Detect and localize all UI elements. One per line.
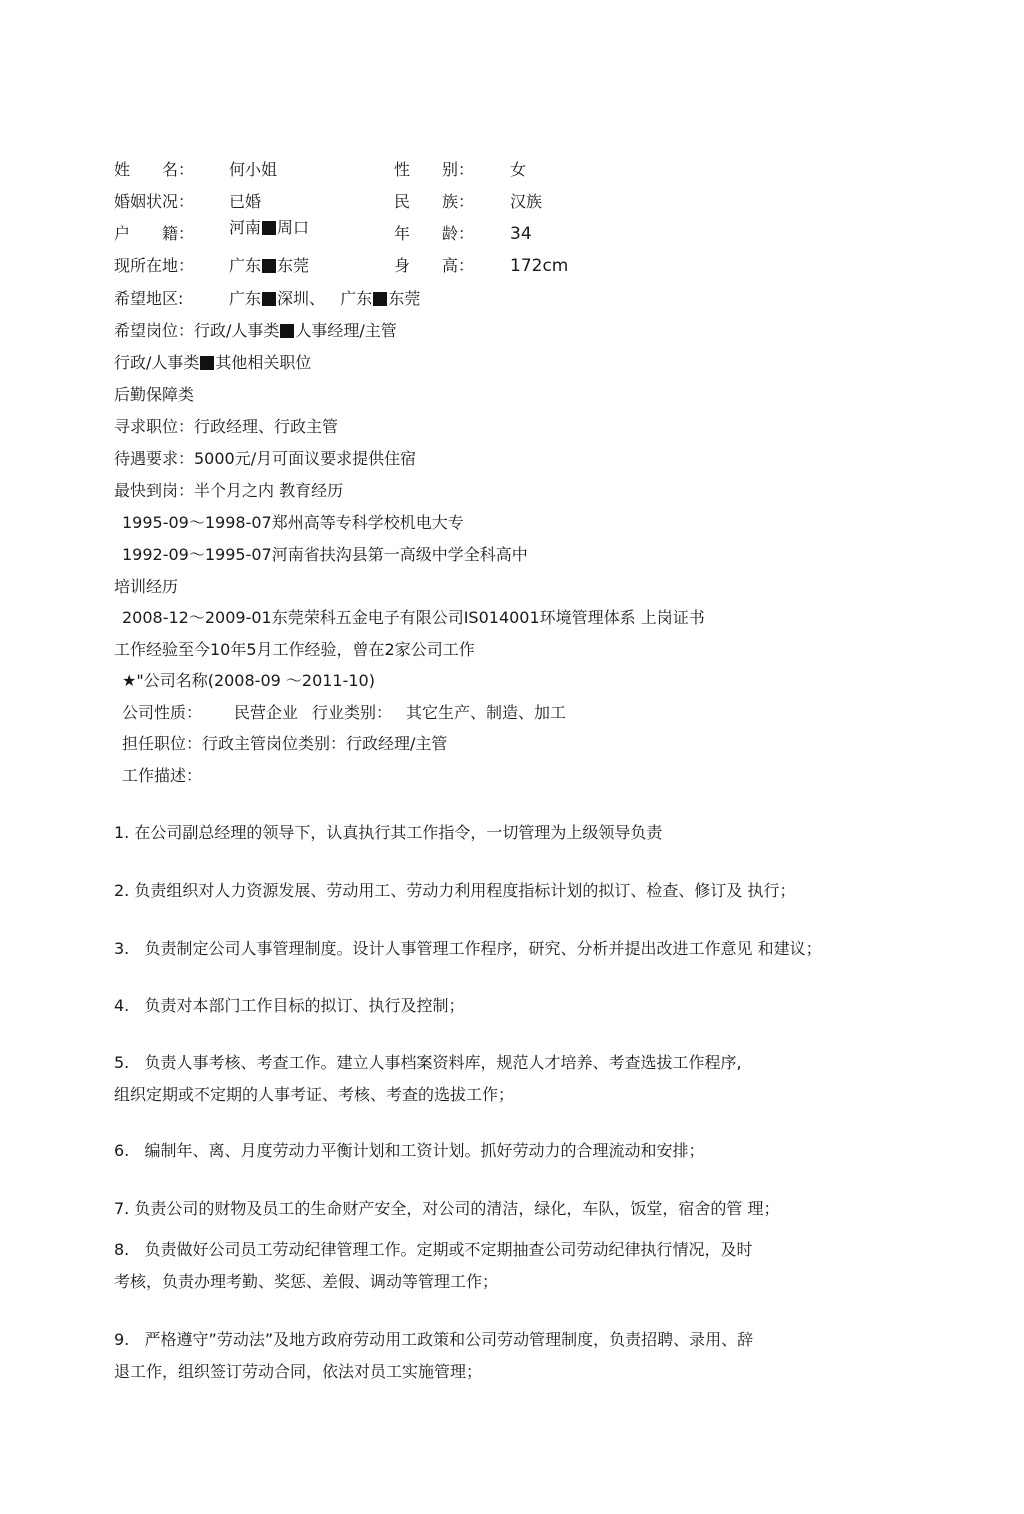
post-line-1-category: 希望岗位：行政/人事类	[114, 321, 280, 340]
training-item: 2008-12～2009-01东莞荣科五金电子有限公司IS014001环境管理体系 上岗证书	[122, 608, 705, 627]
region-2-city: 东莞	[388, 289, 421, 308]
region-1-city: 深圳、	[277, 289, 326, 308]
duty-number: 5.	[114, 1053, 130, 1072]
gender-value: 女	[510, 160, 527, 179]
duty-number: 2.	[114, 881, 130, 900]
duty-item-2	[114, 881, 795, 901]
company-nature-label: 公司性质：	[122, 703, 203, 722]
region-2-province: 广东	[340, 289, 373, 308]
company-industry-label: 行业类别：	[312, 703, 393, 722]
redaction-square-icon	[262, 221, 276, 235]
region-1-province: 广东	[229, 289, 262, 308]
redaction-square-icon	[373, 292, 387, 306]
ethnic-value: 汉族	[510, 192, 543, 211]
location-label: 现所在地：	[114, 256, 195, 275]
hukou-province: 河南	[229, 218, 262, 237]
work-summary: 工作经验至今10年5月工作经验，曾在2家公司工作	[114, 640, 475, 659]
ethnic-label: 民 族：	[394, 192, 475, 211]
training-title: 培训经历	[114, 577, 179, 596]
post-line-1-role: 人事经理/主管	[295, 321, 397, 340]
post-line-1	[114, 321, 397, 341]
salary-requirement: 待遇要求：5000元/月可面议要求提供住宿	[114, 449, 417, 468]
age-value: 34	[510, 224, 532, 244]
name-value: 何小姐	[229, 160, 278, 179]
height-label: 身 高：	[394, 256, 475, 275]
duty-text: 负责对本部门工作目标的拟订、执行及控制；	[144, 996, 465, 1015]
duty-number: 8.	[114, 1240, 130, 1259]
company-name-line: ★"公司名称(2008-09 ～2011-10)	[122, 671, 375, 690]
hukou-city: 周口	[277, 218, 310, 237]
redaction-square-icon	[280, 324, 294, 338]
duty-number: 1.	[114, 823, 130, 842]
company-post-line: 担任职位：行政主管岗位类别：行政经理/主管	[122, 734, 448, 753]
work-description-label: 工作描述：	[122, 766, 203, 785]
age-label: 年 龄：	[394, 224, 475, 243]
location-value	[229, 256, 309, 276]
duty-text: 负责制定公司人事管理制度。设计人事管理工作程序，研究、分析并提出改进工作意见 和建议；	[144, 939, 822, 958]
duty-text: 严格遵守”劳动法”及地方政府劳动用工政策和公司劳动管理制度，负责招聘、录用、辞	[144, 1330, 754, 1349]
arrival-time: 最快到岗：半个月之内 教育经历	[114, 481, 344, 500]
duty-item-6	[114, 1141, 705, 1161]
redaction-square-icon	[262, 292, 276, 306]
duty-number: 6.	[114, 1141, 130, 1160]
duty-item-5-continued: 组织定期或不定期的人事考证、考核、考查的选拔工作；	[114, 1085, 515, 1104]
post-line-3: 后勤保障类	[114, 385, 195, 404]
duty-text: 负责组织对人力资源发展、劳动用工、劳动力利用程度指标计划的拟订、检查、修订及 执行；	[134, 881, 796, 900]
name-label: 姓 名：	[114, 160, 195, 179]
location-province: 广东	[229, 256, 262, 275]
duty-text: 负责人事考核、考查工作。建立人事档案资料库，规范人才培养、考查选拔工作程序,	[144, 1053, 742, 1072]
duty-item-3	[114, 939, 822, 959]
location-city: 东莞	[277, 256, 310, 275]
redaction-square-icon	[262, 259, 276, 273]
duty-item-8-continued: 考核，负责办理考勤、奖惩、差假、调动等管理工作；	[114, 1272, 499, 1291]
duty-number: 7.	[114, 1199, 130, 1218]
company-industry-value: 其它生产、制造、加工	[406, 703, 567, 722]
duty-item-9-continued: 退工作，组织签订劳动合同，依法对员工实施管理；	[114, 1362, 483, 1381]
hukou-label: 户 籍：	[114, 224, 195, 243]
duty-text: 编制年、离、月度劳动力平衡计划和工资计划。抓好劳动力的合理流动和安排；	[144, 1141, 705, 1160]
post-line-2	[114, 353, 311, 373]
duty-item-7	[114, 1199, 779, 1219]
seek-position: 寻求职位：行政经理、行政主管	[114, 417, 339, 436]
region-values	[229, 289, 420, 309]
height-value: 172cm	[510, 256, 569, 276]
marital-value: 已婚	[229, 192, 262, 211]
redaction-square-icon	[200, 356, 214, 370]
duty-text: 负责公司的财物及员工的生命财产安全，对公司的清洁，绿化，车队，饭堂，宿舍的管 理；	[134, 1199, 780, 1218]
post-line-2-category: 行政/人事类	[114, 353, 200, 372]
education-item-2: 1992-09～1995-07河南省扶沟县第一高级中学全科高中	[122, 545, 528, 564]
post-line-2-role: 其他相关职位	[215, 353, 312, 372]
company-nature-value: 民营企业	[234, 703, 299, 722]
hukou-value	[229, 218, 309, 238]
duty-number: 4.	[114, 996, 130, 1015]
duty-item-4	[114, 996, 465, 1016]
duty-number: 3.	[114, 939, 130, 958]
duty-text: 在公司副总经理的领导下，认真执行其工作指令，一切管理为上级领导负责	[134, 823, 663, 842]
duty-item-8	[114, 1240, 753, 1260]
duty-number: 9.	[114, 1330, 130, 1349]
marital-label: 婚姻状况：	[114, 192, 195, 211]
region-label: 希望地区:	[114, 289, 184, 308]
duty-item-9	[114, 1330, 753, 1350]
education-item-1: 1995-09～1998-07郑州高等专科学校机电大专	[122, 513, 464, 532]
duty-item-1	[114, 823, 662, 843]
duty-text: 负责做好公司员工劳动纪律管理工作。定期或不定期抽查公司劳动纪律执行情况，及时	[144, 1240, 753, 1259]
gender-label: 性 别：	[394, 160, 475, 179]
duty-item-5	[114, 1053, 742, 1073]
